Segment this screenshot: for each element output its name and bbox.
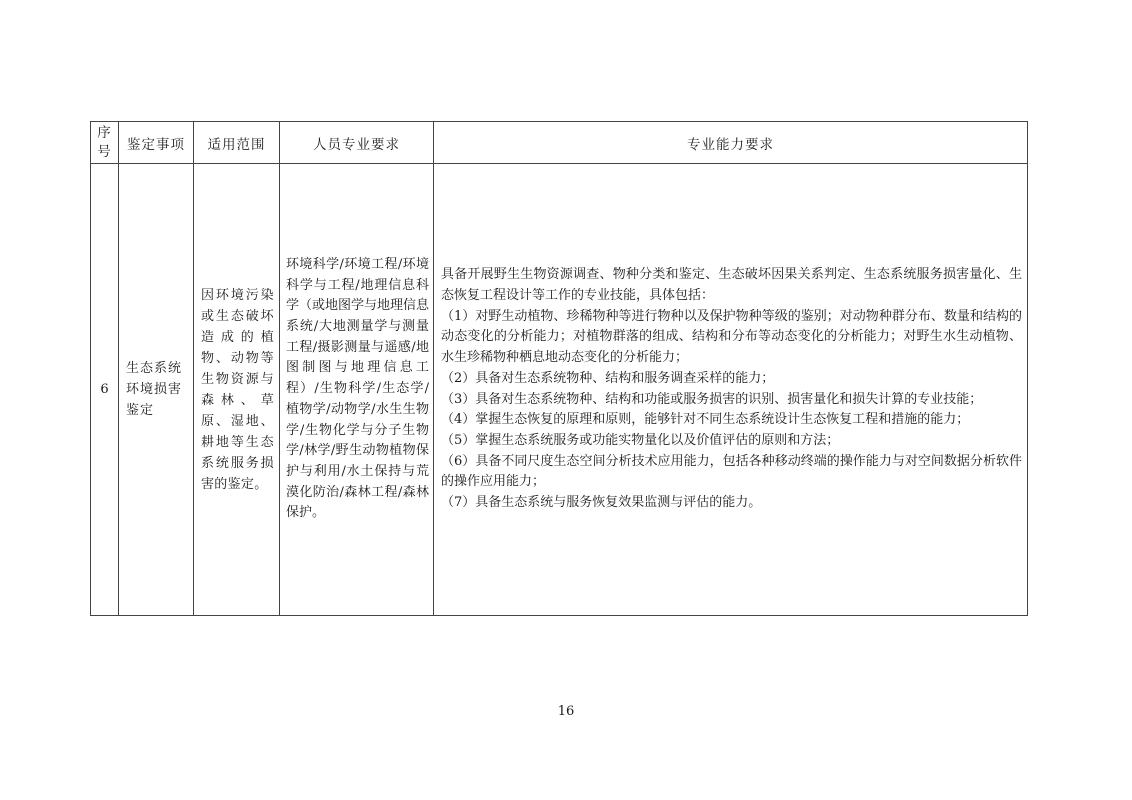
ability-item-2: （2）具备对生态系统物种、结构和服务调查采样的能力；: [441, 370, 775, 386]
header-appraisal-matter: 鉴定事项: [119, 122, 194, 164]
row-appraisal-matter: 生态系统环境损害鉴定: [119, 164, 194, 616]
ability-item-3: （3）具备对生态系统物种、结构和功能或服务损害的识别、损害量化和损失计算的专业技能；: [441, 391, 983, 407]
table-header-row: [91, 122, 1028, 164]
header-staff-requirements: 人员专业要求: [280, 122, 434, 164]
row-ability-requirements: [434, 164, 1028, 616]
page-number: 16: [557, 704, 575, 719]
table-row: [91, 164, 1028, 616]
header-serial-number: [91, 122, 119, 164]
header-scope: 适用范围: [194, 122, 280, 164]
ability-intro: 具备开展野生生物资源调查、物种分类和鉴定、生态破坏因果关系判定、生态系统服务损害量化、生态恢复工程设计等工作的专业技能，具体包括：: [441, 267, 1022, 303]
ability-item-4: （4）掌握生态恢复的原理和原则，能够针对不同生态系统设计生态恢复工程和措施的能力；: [441, 412, 970, 428]
header-ability-requirements: 专业能力要求: [434, 122, 1028, 164]
ability-item-1: （1）对野生动植物、珍稀物种等进行物种以及保护物种等级的鉴别；对动物种群分布、数量和结构的动态变化的分析能力；对植物群落的组成、结构和分布等动态变化的分析能力；对野生水生动植物、水生珍稀物种栖息地动态变化的分析能力；: [441, 308, 1022, 366]
ability-item-5: （5）掌握生态系统服务或功能实物量化以及价值评估的原则和方法；: [441, 432, 840, 448]
appraisal-table: [90, 121, 1028, 616]
row-staff-requirements: 环境科学/环境工程/环境科学与工程/地理信息科学（或地图学与地理信息系统/大地测量学与测量工程/摄影测量与遥感/地图制图与地理信息工程）/生物科学/生态学/植物学/动物学/水生生物学/生物化学与分子生物学/林学/野生动物植物保护与利用/水土保持与荒漠化防治/森林工程/森林保护。: [280, 164, 434, 616]
ability-item-6: （6）具备不同尺度生态空间分析技术应用能力，包括各种移动终端的操作能力与对空间数据分析软件的操作应用能力；: [441, 453, 1022, 490]
header-serial-number-line1: 序: [97, 124, 112, 141]
row-serial-number: 6: [91, 164, 119, 616]
header-serial-number-line2: 号: [97, 143, 112, 160]
row-scope: 因环境污染或生态破坏造成的植物、动物等生物资源与森林、草原、湿地、耕地等生态系统服务损害的鉴定。: [194, 164, 280, 616]
ability-item-7: （7）具备生态系统与服务恢复效果监测与评估的能力。: [441, 495, 762, 511]
